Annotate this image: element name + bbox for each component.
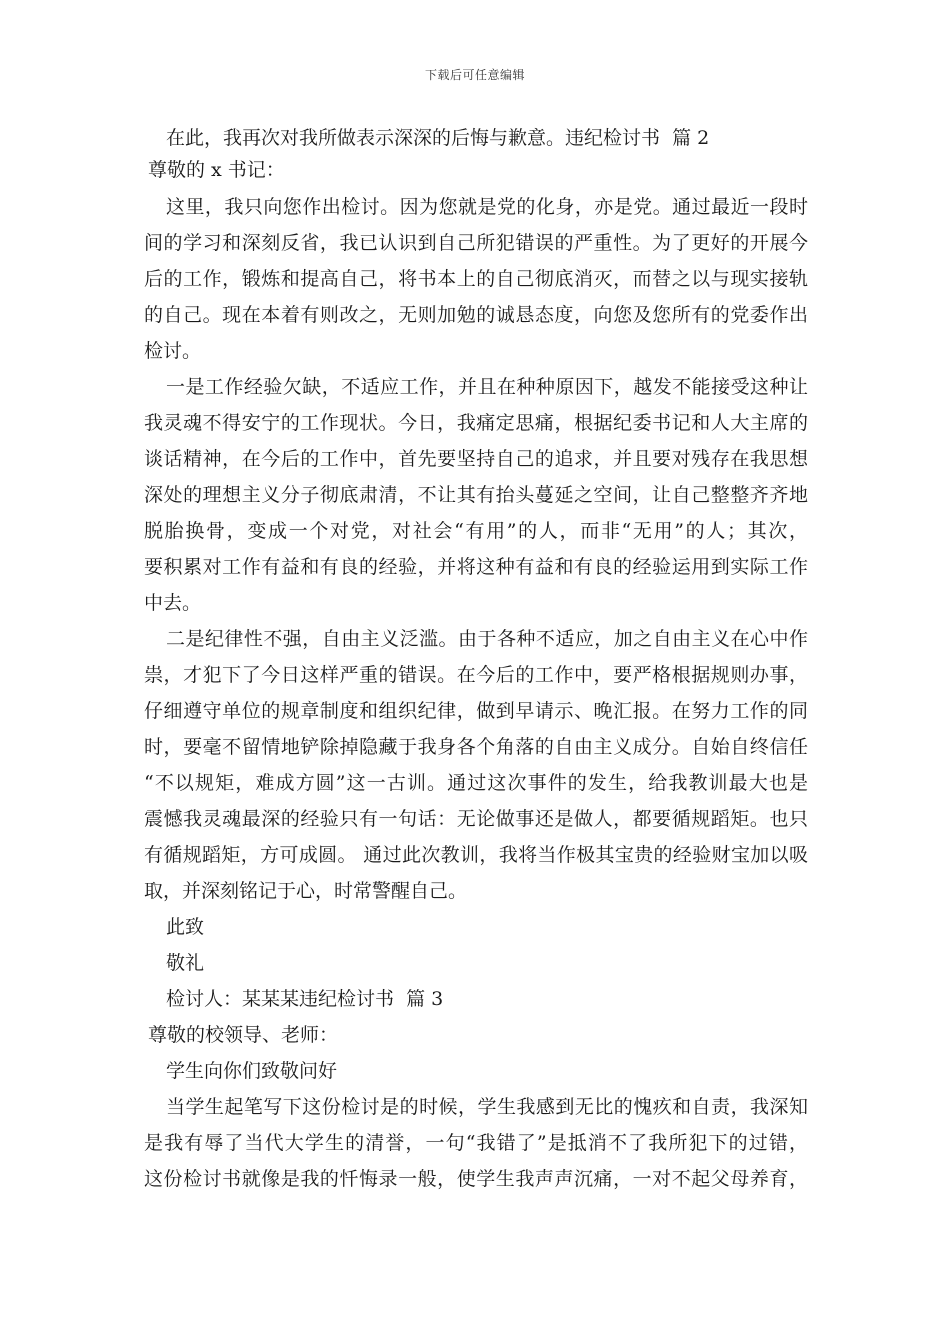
paragraph-line: 二是纪律性不强，自由主义泛滥。由于各种不适应，加之自由主义在心中作 (166, 628, 808, 650)
paragraph-line: 这里，我只向您作出检讨。因为您就是党的化身，亦是党。通过最近一段时 (166, 196, 808, 218)
salutation: 尊敬的 x 书记： (148, 159, 285, 181)
paragraph-line: 间的学习和深刻反省，我已认识到自己所犯错误的严重性。为了更好的开展今 (144, 232, 808, 254)
signature-line: 检讨人：某某某违纪检讨书 篇 3 (166, 988, 444, 1010)
paragraph-line: 要积累对工作有益和有良的经验，并将这种有益和有良的经验运用到实际工作 (144, 556, 808, 578)
paragraph-line: 谈话精神，在今后的工作中，首先要坚持自己的追求，并且要对残存在我思想 (144, 448, 808, 470)
paragraph-line: 震憾我灵魂最深的经验只有一句话：无论做事还是做人，都要循规蹈矩。也只 (144, 808, 808, 830)
paragraph-line: 检讨。 (144, 340, 202, 362)
paragraph-line: 时，要毫不留情地铲除掉隐藏于我身各个角落的自由主义成分。自始自终信任 (144, 736, 808, 758)
paragraph-line: 仔细遵守单位的规章制度和组织纪律，做到早请示、晚汇报。在努力工作的同 (144, 700, 808, 722)
salutation: 尊敬的校领导、老师： (148, 1024, 339, 1046)
paragraph-line: 当学生起笔写下这份检讨是的时候，学生我感到无比的愧疚和自责，我深知 (166, 1096, 808, 1118)
paragraph-line: 中去。 (144, 592, 202, 614)
page-header: 下载后可任意编辑 (424, 68, 525, 82)
paragraph-line: “不以规矩，难成方圆”这一古训。通过这次事件的发生，给我教训最大也是 (144, 772, 808, 794)
paragraph-line: 是我有辱了当代大学生的清誉，一句“我错了”是抵消不了我所犯下的过错， (144, 1132, 808, 1154)
paragraph-line: 我灵魂不得安宁的工作现状。今日，我痛定思痛，根据纪委书记和人大主席的 (144, 412, 808, 434)
document-body (144, 124, 808, 1197)
paragraph-line: 后的工作，锻炼和提高自己，将书本上的自己彻底消灭，而替之以与现实接轨 (144, 268, 808, 290)
paragraph-line: 取，并深刻铭记于心，时常警醒自己。 (144, 880, 468, 902)
text-line: 在此，我再次对我所做表示深深的后悔与歉意。违纪检讨书 篇 2 (166, 127, 710, 149)
paragraph-line: 的自己。现在本着有则改之，无则加勉的诚恳态度，向您及您所有的党委作出 (144, 304, 808, 326)
paragraph-line: 有循规蹈矩，方可成圆。 通过此次教训，我将当作极其宝贵的经验财宝加以吸 (144, 844, 808, 866)
greeting-line: 学生向你们致敬问好 (166, 1060, 338, 1082)
paragraph-line: 这份检讨书就像是我的忏悔录一般，使学生我声声沉痛，一对不起父母养育， (144, 1168, 808, 1190)
paragraph-line: 脱胎换骨，变成一个对党，对社会“有用”的人，而非“无用”的人；其次， (144, 520, 808, 542)
paragraph-line: 一是工作经验欠缺，不适应工作，并且在种种原因下，越发不能接受这种让 (166, 376, 808, 398)
closing-line: 此致 (166, 916, 205, 938)
closing-line: 敬礼 (166, 952, 205, 974)
paragraph-line: 深处的理想主义分子彻底肃清，不让其有抬头蔓延之空间，让自己整整齐齐地 (144, 484, 808, 506)
paragraph-line: 祟，才犯下了今日这样严重的错误。在今后的工作中，要严格根据规则办事， (144, 664, 808, 686)
